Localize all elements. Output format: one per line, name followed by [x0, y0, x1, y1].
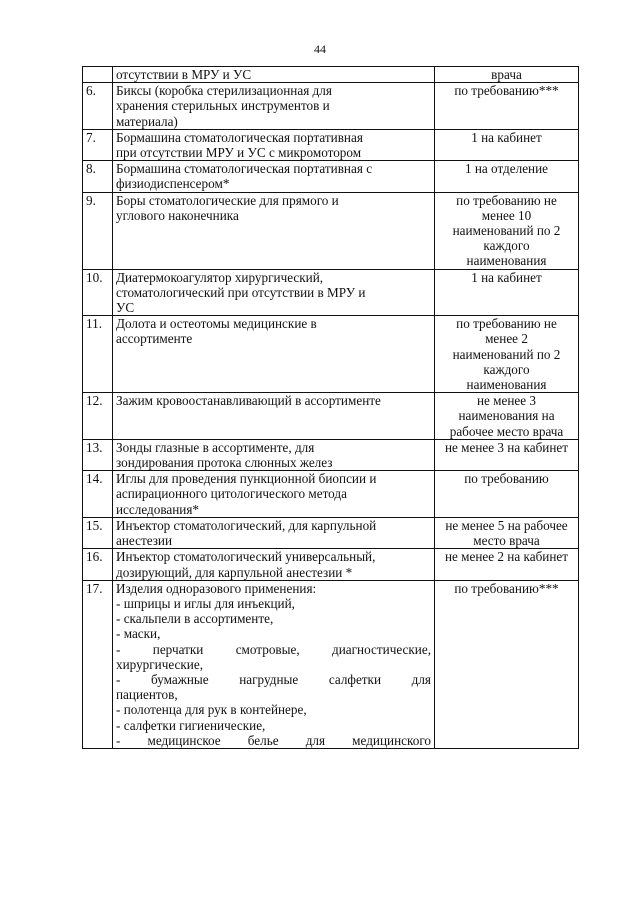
- list-item: - медицинское белье для медицинского: [116, 732, 431, 748]
- table-row: [83, 517, 579, 548]
- item-quantity: по требованию***: [435, 83, 579, 130]
- table-row: [83, 393, 579, 440]
- row-number: 10.: [83, 269, 113, 316]
- table-row: [83, 549, 579, 580]
- item-quantity: 1 на кабинет: [435, 269, 579, 316]
- row-number: 6.: [83, 83, 113, 130]
- list-item: пациентов,: [116, 687, 178, 703]
- row-number: 11.: [83, 316, 113, 393]
- row-number: 17.: [83, 580, 113, 748]
- table-row: [83, 161, 579, 192]
- list-item: - скальпели в ассортименте,: [116, 611, 274, 627]
- row-number: 7.: [83, 129, 113, 160]
- table-row: [83, 269, 579, 316]
- list-item: - перчатки смотровые, диагностические,: [116, 641, 431, 657]
- table-row: [83, 580, 579, 748]
- item-quantity: не менее 3 на кабинет: [435, 439, 579, 470]
- row-number: 8.: [83, 161, 113, 192]
- item-name: [113, 580, 435, 748]
- equipment-table: [82, 66, 579, 749]
- item-quantity: врача: [435, 67, 579, 83]
- list-item: хирургические,: [116, 656, 204, 672]
- item-name: отсутствии в МРУ и УС: [113, 67, 435, 83]
- item-name: Бормашина стоматологическая портативная при отсутствии МРУ и УС с микромотором: [113, 129, 435, 160]
- list-item: - полотенца для рук в контейнере,: [116, 702, 307, 718]
- table-row: [83, 439, 579, 470]
- row-number: 16.: [83, 549, 113, 580]
- item-name: Инъектор стоматологический универсальный, дозирующий, для карпульной анестезии *: [113, 549, 435, 580]
- table-row: [83, 129, 579, 160]
- table-row: [83, 316, 579, 393]
- item-name: Иглы для проведения пункционной биопсии и аспирационного цитологического метода исследования*: [113, 471, 435, 518]
- item-quantity: не менее 5 на рабочее место врача: [435, 517, 579, 548]
- table-row: [83, 192, 579, 269]
- table-body: [83, 67, 579, 749]
- row-number: [83, 67, 113, 83]
- list-heading: Изделия одноразового применения:: [116, 580, 317, 596]
- item-name: Зажим кровоостанавливающий в ассортименте: [113, 393, 435, 440]
- row-number: 13.: [83, 439, 113, 470]
- table-row: [83, 471, 579, 518]
- item-quantity: по требованию не менее 10 наименований по 2 каждого наименования: [435, 192, 579, 269]
- page-number: 44: [314, 42, 326, 56]
- item-quantity: не менее 3 наименования на рабочее место врача: [435, 393, 579, 440]
- item-name: Долота и остеотомы медицинские в ассортименте: [113, 316, 435, 393]
- item-quantity: по требованию: [435, 471, 579, 518]
- item-quantity: 1 на кабинет: [435, 129, 579, 160]
- row-number: 9.: [83, 192, 113, 269]
- row-number: 12.: [83, 393, 113, 440]
- item-name: Бормашина стоматологическая портативная с физиодиспенсером*: [113, 161, 435, 192]
- item-name: Зонды глазные в ассортименте, для зондирования протока слюнных желез: [113, 439, 435, 470]
- row-number: 14.: [83, 471, 113, 518]
- list-item: - маски,: [116, 626, 161, 642]
- item-quantity: 1 на отделение: [435, 161, 579, 192]
- item-quantity: не менее 2 на кабинет: [435, 549, 579, 580]
- item-name: Боры стоматологические для прямого и углового наконечника: [113, 192, 435, 269]
- table-row: [83, 67, 579, 83]
- item-name: Инъектор стоматологический, для карпульной анестезии: [113, 517, 435, 548]
- item-quantity: по требованию не менее 2 наименований по 2 каждого наименования: [435, 316, 579, 393]
- item-quantity: по требованию***: [435, 580, 579, 748]
- item-name: Диатермокоагулятор хирургический, стоматологический при отсутствии в МРУ и УС: [113, 269, 435, 316]
- list-item: - шприцы и иглы для инъекций,: [116, 595, 295, 611]
- list-item: - бумажные нагрудные салфетки для: [116, 671, 431, 687]
- table-row: [83, 83, 579, 130]
- item-name: Биксы (коробка стерилизационная для хранения стерильных инструментов и материала): [113, 83, 435, 130]
- row-number: 15.: [83, 517, 113, 548]
- list-item: - салфетки гигиенические,: [116, 717, 266, 733]
